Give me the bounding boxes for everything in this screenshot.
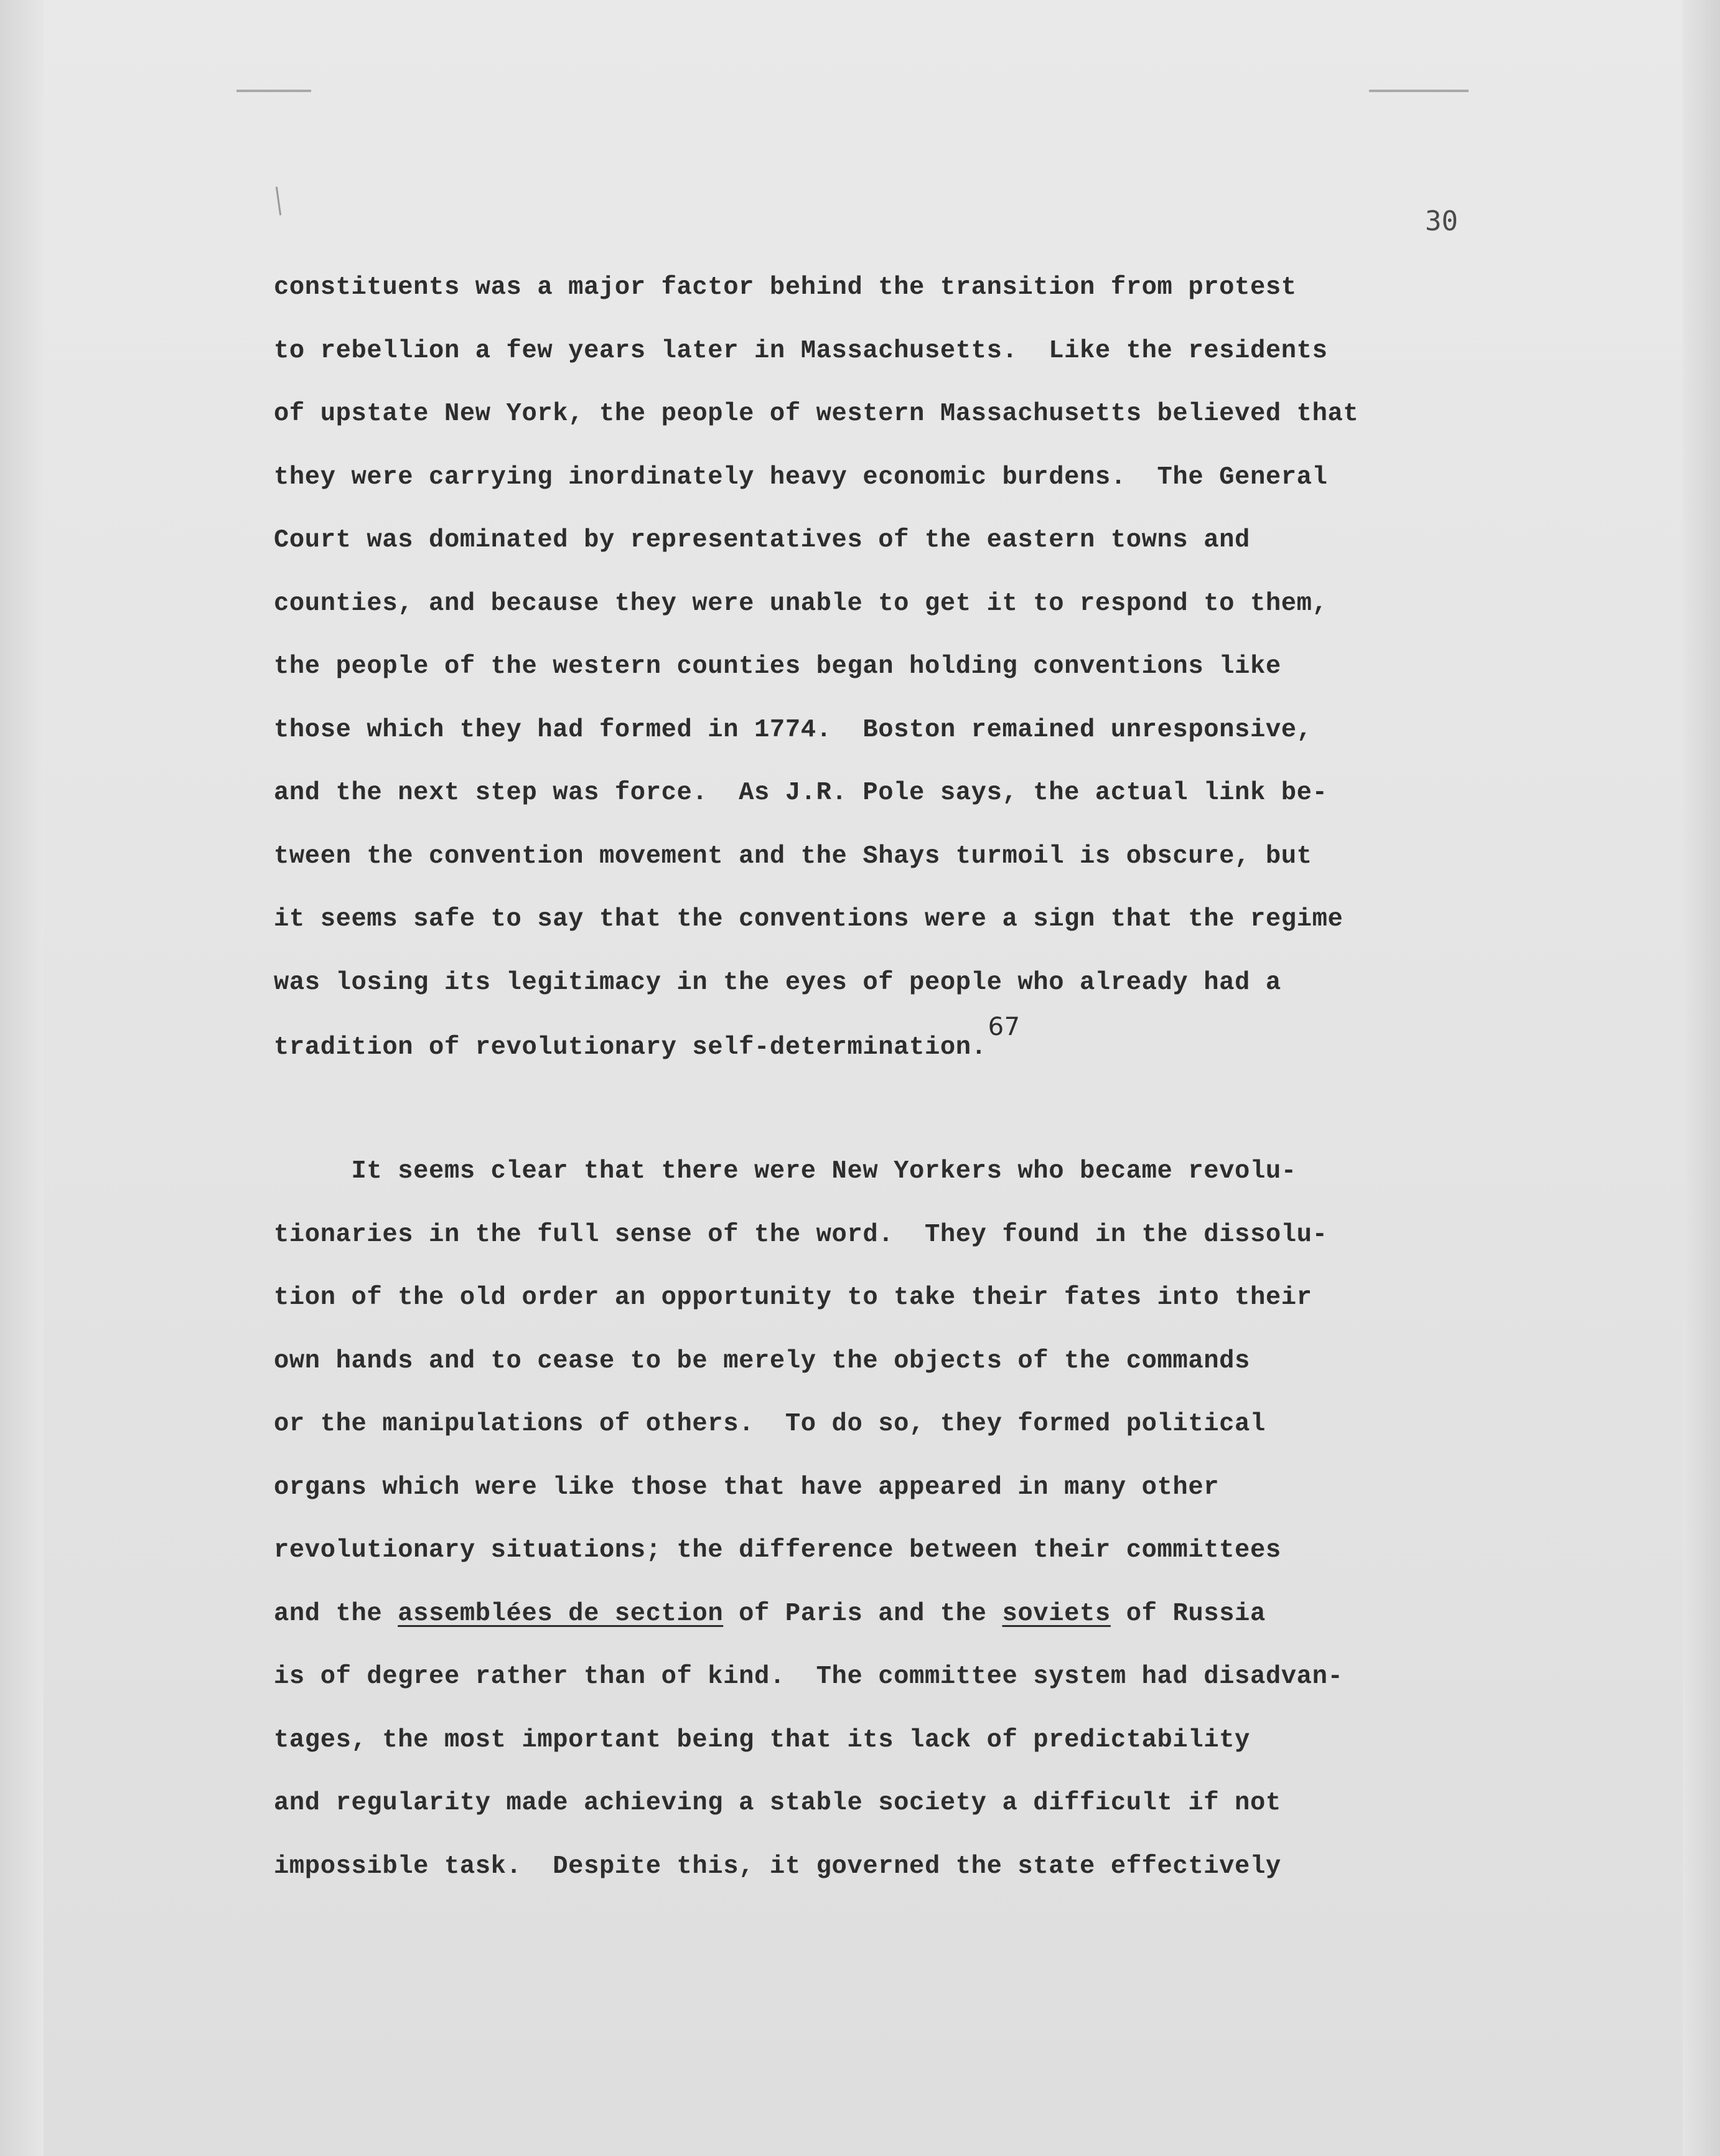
paragraph-line: tween the convention movement and the Shays turmoil is obscure, but bbox=[274, 841, 1312, 871]
top-right-tick-mark bbox=[1369, 90, 1469, 92]
paragraph-line: or the manipulations of others. To do so, they formed political bbox=[274, 1410, 1266, 1438]
term-soviets: soviets bbox=[1002, 1599, 1111, 1628]
line-middle: of Paris and the bbox=[723, 1599, 1003, 1628]
paragraph-line-with-terms bbox=[274, 1583, 1518, 1646]
page-number: 30 bbox=[1425, 205, 1458, 237]
paragraph-1 bbox=[274, 256, 1518, 1078]
paragraph-line: of upstate New York, the people of western Massachusetts believed that bbox=[274, 400, 1359, 428]
paragraph-line: to rebellion a few years later in Massachusetts. Like the residents bbox=[274, 336, 1328, 365]
stray-pencil-mark bbox=[276, 187, 281, 215]
line-suffix: of Russia bbox=[1110, 1599, 1266, 1628]
scan-edge-right bbox=[1683, 0, 1720, 2156]
paragraph-line: It seems clear that there were New Yorkers who became revolu- bbox=[274, 1157, 1297, 1186]
paragraph-line: the people of the western counties began holding conventions like bbox=[274, 652, 1281, 681]
paragraph-line: they were carrying inordinately heavy economic burdens. The General bbox=[274, 462, 1328, 492]
paragraph-last-line bbox=[274, 1015, 1518, 1078]
paragraph-line: and regularity made achieving a stable society a difficult if not bbox=[274, 1789, 1281, 1817]
paragraph-line: constituents was a major factor behind the transition from protest bbox=[274, 273, 1297, 302]
paragraph-line: those which they had formed in 1774. Boston remained unresponsive, bbox=[274, 715, 1312, 744]
paragraph-line: tionaries in the full sense of the word. They found in the dissolu- bbox=[274, 1220, 1328, 1249]
paragraph-line: tages, the most important being that its lack of predictability bbox=[274, 1725, 1250, 1755]
top-left-tick-mark bbox=[236, 90, 311, 92]
paragraph-line: impossible task. Despite this, it governed the state effectively bbox=[274, 1852, 1281, 1881]
footnote-reference: 67 bbox=[988, 1013, 1021, 1041]
paragraph-2 bbox=[274, 1140, 1518, 1898]
scan-edge-left bbox=[0, 0, 44, 2156]
paragraph-line: is of degree rather than of kind. The committee system had disadvan- bbox=[274, 1662, 1344, 1691]
last-line-text: tradition of revolutionary self-determination. bbox=[274, 1033, 987, 1062]
paragraph-line: organs which were like those that have appeared in many other bbox=[274, 1473, 1220, 1502]
term-assemblees-de-section: assemblées de section bbox=[398, 1599, 724, 1628]
paragraph-line: counties, and because they were unable to get it to respond to them, bbox=[274, 589, 1328, 618]
paragraph-line: was losing its legitimacy in the eyes of people who already had a bbox=[274, 968, 1281, 997]
paragraph-line: revolutionary situations; the difference between their committees bbox=[274, 1536, 1281, 1565]
paragraph-line: tion of the old order an opportunity to take their fates into their bbox=[274, 1283, 1312, 1312]
line-prefix: and the bbox=[274, 1599, 398, 1628]
paragraph-line: Court was dominated by representatives of the eastern towns and bbox=[274, 526, 1250, 555]
paragraph-line: and the next step was force. As J.R. Pole says, the actual link be- bbox=[274, 779, 1328, 807]
paragraph-line: own hands and to cease to be merely the objects of the commands bbox=[274, 1346, 1250, 1376]
paragraph-line: it seems safe to say that the conventions were a sign that the regime bbox=[274, 905, 1344, 934]
